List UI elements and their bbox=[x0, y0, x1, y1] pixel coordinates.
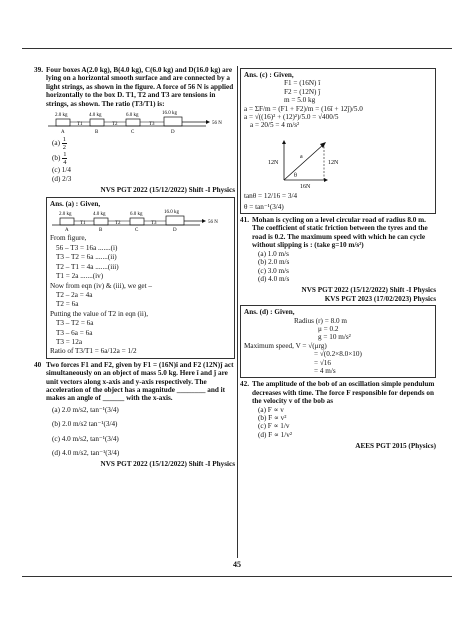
g-line: g = 10 m/s² bbox=[318, 333, 351, 342]
question-source: NVS PGT 2022 (15/12/2022) Shift -I Physics bbox=[301, 286, 436, 295]
putting-text: Putting the value of T2 in eqn (ii), bbox=[50, 309, 149, 318]
answer-heading: Ans. (d) : Given, bbox=[244, 308, 295, 317]
question-source-2: KVS PGT 2023 (17/02/2023) Physics bbox=[324, 294, 436, 303]
equation-4: T1 = 2a .......(iv) bbox=[56, 272, 104, 281]
column-divider bbox=[237, 66, 238, 558]
from-figure: From figure, bbox=[50, 234, 87, 243]
answer-boxes-figure bbox=[50, 208, 230, 232]
option-d: (d) 4.0 m/s bbox=[258, 274, 290, 283]
option-a: (a) $\frac{1}{2}$ bbox=[52, 136, 67, 152]
theta-label: θ bbox=[294, 172, 297, 179]
f1-line: F1 = (16N) î bbox=[284, 79, 321, 88]
v-step-3: = 4 m/s bbox=[314, 366, 336, 375]
answer-heading: Ans. (a) : Given, bbox=[50, 199, 101, 208]
option-d: (d) 4.0 m/s2, tan⁻¹(3/4) bbox=[52, 449, 120, 457]
step-line: T2 – 2a = 4a bbox=[56, 290, 93, 299]
answer-40-box bbox=[240, 68, 436, 214]
vector-12n-label: 12N bbox=[268, 159, 279, 166]
vector-16n-label: 16N bbox=[300, 183, 311, 190]
svg-text:T3: T3 bbox=[151, 221, 157, 227]
mass-b-label: 4.0 kg bbox=[89, 113, 102, 119]
step-line: T3 – 6a = 6a bbox=[56, 328, 93, 337]
option-c: (c) 3.0 m/s bbox=[258, 266, 289, 275]
question-number: 42. bbox=[240, 380, 249, 389]
vmax-line: Maximum speed, V = √(μrg) bbox=[244, 341, 327, 350]
equation-3: T2 – T1 = 4a .......(iii) bbox=[56, 262, 119, 271]
question-number: 39. bbox=[34, 66, 43, 74]
now-text: Now from eqn (iv) & (iii), we get – bbox=[50, 281, 152, 290]
svg-text:2.0 kg: 2.0 kg bbox=[59, 212, 72, 218]
tension-t3-label: T3 bbox=[149, 122, 155, 128]
answer-41-box bbox=[240, 305, 436, 378]
question-text: Four boxes A(2.0 kg), B(4.0 kg), C(6.0 kg) and D(16.0 kg) are lying on a horizontal smooth surface and are connected by a light strings, as shown in the figure. A force of 56 N is applied horizontally to the box D. T1, T2 and T3 are tensions in strings, as shown. The ratio (T3/T1) is: bbox=[46, 66, 234, 108]
top-rule bbox=[22, 48, 452, 49]
equation-1: 56 – T3 = 16a .......(i) bbox=[56, 243, 118, 252]
answer-heading: Ans. (c) : Given, bbox=[244, 71, 294, 79]
question-text: Mohan is cycling on a level circular road of radius 8.0 m. The coefficient of static friction between the tyres and the road is 0.2. The maximum speed with which he can cycle without slipping is : (take g=10 m/s²) bbox=[252, 216, 428, 250]
v-step-2: = √16 bbox=[314, 358, 331, 367]
answer-39-box bbox=[46, 197, 235, 359]
tan-line: tanθ = 12/16 = 3/4 bbox=[244, 192, 298, 201]
step-line: T3 – T2 = 6a bbox=[56, 319, 94, 328]
question-source: AEES PGT 2015 (Physics) bbox=[355, 442, 436, 451]
left-column bbox=[34, 66, 235, 471]
svg-text:6.0 kg: 6.0 kg bbox=[130, 212, 143, 218]
mass-line: m = 5.0 kg bbox=[284, 96, 316, 105]
question-number: 41. bbox=[240, 216, 249, 225]
option-c: (c) F ∝ 1/v bbox=[258, 422, 290, 431]
acc-value-line: a = 20/5 = 4 m/s² bbox=[250, 121, 300, 130]
svg-text:D: D bbox=[173, 228, 177, 233]
option-a: (a) 1.0 m/s bbox=[258, 249, 289, 258]
force-label: 56 N bbox=[212, 121, 222, 127]
svg-text:T2: T2 bbox=[115, 221, 121, 227]
svg-text:56 N: 56 N bbox=[208, 220, 218, 226]
question-39 bbox=[34, 66, 235, 195]
acc-magnitude-line: a = √((16)² + (12)²)/5.0 = √400/5 bbox=[244, 113, 339, 122]
question-40 bbox=[34, 360, 235, 469]
mass-c-label: 6.0 kg bbox=[126, 113, 139, 119]
box-a-label: A bbox=[61, 130, 65, 135]
option-b: (b) $\frac{1}{4}$ bbox=[52, 151, 67, 167]
acc-vector-line: a = ΣF/m = (F1 + F2)/m = (16î + 12ĵ)/5.0 bbox=[244, 104, 363, 113]
boxes-figure bbox=[46, 108, 231, 134]
svg-text:A: A bbox=[65, 228, 69, 233]
option-d: (d) F ∝ 1/v² bbox=[258, 430, 292, 439]
vector-a-label: a bbox=[300, 153, 303, 160]
question-42 bbox=[240, 380, 436, 451]
ratio-line: Ratio of T3/T1 = 6a/12a = 1/2 bbox=[50, 347, 137, 356]
question-41 bbox=[240, 216, 436, 303]
svg-text:C: C bbox=[135, 228, 139, 233]
svg-text:4.0 kg: 4.0 kg bbox=[93, 212, 106, 218]
mass-d-label: 16.0 kg bbox=[162, 111, 177, 117]
step-line: T2 = 6a bbox=[56, 300, 79, 309]
svg-text:T1: T1 bbox=[80, 221, 86, 227]
page-number: 45 bbox=[233, 560, 241, 569]
step-line: T3 = 12a bbox=[56, 337, 83, 346]
option-c: (c) 1/4 bbox=[52, 166, 71, 175]
mass-a-label: 2.0 kg bbox=[55, 113, 68, 119]
box-c-label: C bbox=[131, 130, 135, 135]
option-b: (b) 2.0 m/s2 tan⁻¹(3/4) bbox=[52, 420, 118, 429]
option-d: (d) 2/3 bbox=[52, 174, 72, 183]
f2-line: F2 = (12N) ĵ bbox=[284, 87, 321, 96]
svg-text:16.0 kg: 16.0 kg bbox=[164, 210, 179, 216]
box-b-label: B bbox=[95, 130, 99, 135]
question-source: NVS PGT 2022 (15/12/2022) Shift -I Physics bbox=[100, 460, 235, 469]
option-b: (b) F ∝ v² bbox=[258, 414, 287, 422]
question-source: NVS PGT 2022 (15/12/2022) Shift -I Physics bbox=[100, 186, 235, 195]
theta-line: θ = tan⁻¹(3/4) bbox=[244, 202, 284, 211]
question-number: 40 bbox=[34, 360, 42, 369]
box-d-label: D bbox=[171, 130, 175, 135]
tension-t2-label: T2 bbox=[112, 122, 118, 128]
question-text: Two forces F1 and F2, given by F1 = (16N)î and F2 (12N)ĵ act simultaneously on an object of mass 5.0 kg. Here î and ĵ are unit vectors along x-axis and y-axis respectively. The acceleration of the object has a magnitude ________ and it makes an angle of ______ with the x-axis. bbox=[46, 360, 234, 403]
option-b: (b) 2.0 m/s bbox=[258, 258, 290, 267]
v-step-1: = √(0.2×8.0×10) bbox=[314, 350, 362, 359]
svg-text:12N: 12N bbox=[328, 159, 339, 166]
option-c: (c) 4.0 m/s2, tan⁻¹(3/4) bbox=[52, 434, 119, 443]
bottom-rule bbox=[22, 576, 452, 577]
vector-diagram bbox=[244, 130, 354, 190]
mu-line: μ = 0.2 bbox=[318, 324, 339, 333]
option-a: (a) 2.0 m/s2, tan⁻¹(3/4) bbox=[52, 405, 119, 414]
right-column bbox=[240, 66, 436, 453]
radius-line: Radius (r) = 8.0 m bbox=[294, 316, 347, 325]
tension-t1-label: T1 bbox=[77, 122, 83, 128]
svg-text:B: B bbox=[99, 228, 103, 233]
question-text: The amplitude of the bob of an oscillation simple pendulum decreases with time. The force F responsible for depends on the velocity v of the bob as bbox=[252, 380, 435, 406]
option-a: (a) F ∝ v bbox=[258, 405, 284, 414]
equation-2: T3 – T2 = 6a .......(ii) bbox=[56, 253, 117, 262]
